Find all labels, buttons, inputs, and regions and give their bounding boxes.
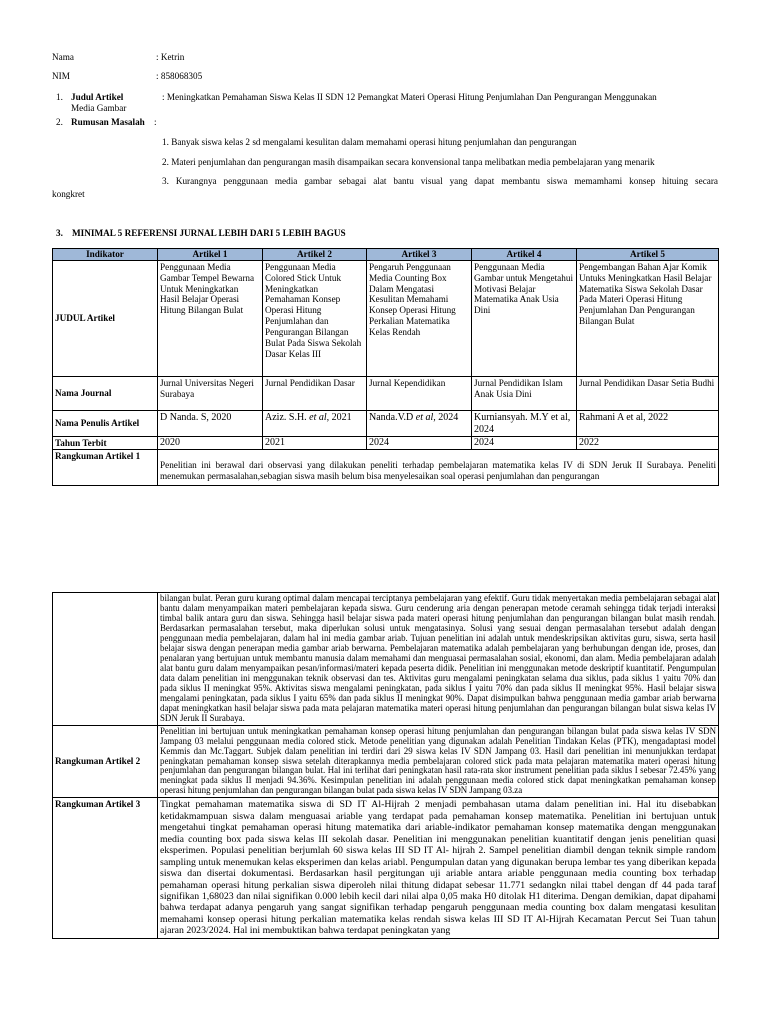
cell-judul-4: Penggunaan Media Gambar untuk Mengetahui Motivasi Belajar Matematika Anak Usia Dini <box>472 260 577 376</box>
judul-artikel-continuation: Media Gambar <box>71 103 127 113</box>
table-row-summary2 <box>53 725 719 798</box>
cell-summary2: Penelitian ini bertujuan untuk meningkatkan pemahaman konsep operasi hitung penjumlahan dan pengurangan bilangan bulat pada siswa kelas IV SDN Jampang 03 melalui penggunaan media colored stick. Metode penelitian yang digunakan adalah Penelitian Tindakan Kelas (PTK), mengadaptasi model Kemmis dan Mc.Taggart. Subjek dalam penelitian ini terdiri dari 29 siswa kelas IV SDN Jampang 03. Hasil dari penelitian ini menunjukkan terdapat peningkatan pemahaman konsep siswa setelah diterapkannya media pembelajaran colored stick pada mata pelajaran matematika materi operasi hitung penjumlahan dan pengurangan bilangan bulat. Hal ini terlihat dari peningkatan hasil rata-rata skor instrument penelitian pada siklus I sebesar 72.45% yang meningkat pada siklus II menjadi 94.36%. Kesimpulan penelitian ini adalah penggunaan media colored stick dapat meningkatkan pemahaman konsep operasi hitung penjumlahan dan pengurangan bilangan bulat pada siswa kelas IV SDN Jampang 03.za <box>158 725 719 798</box>
cell-author-2 <box>263 410 367 437</box>
table-row-authors <box>53 410 719 437</box>
nama-value: : Ketrin <box>156 52 185 62</box>
cell-year-2: 2021 <box>263 437 367 450</box>
nim-label: NIM <box>52 71 70 81</box>
label-nama-journal: Nama Journal <box>53 376 158 410</box>
author-2-etal: et al, <box>309 411 330 423</box>
cell-year-1: 2020 <box>158 437 263 450</box>
cell-judul-5: Pengembangan Bahan Ajar Komik Untuks Meningkatkan Hasil Belajar Matematika Siswa Sekolah Dasar Pada Materi Operasi Hitung Penjumlahan Dan Pengurangan Bilangan Bulat <box>577 260 719 376</box>
author-2-name: Aziz. S.H. <box>265 411 310 423</box>
table-row-journal <box>53 376 719 410</box>
cell-journal-3: Jurnal Kependidikan <box>367 376 472 410</box>
cell-judul-3: Pengaruh Penggunaan Media Counting Box Dalam Mengatasi Kesulitan Memahami Konsep Operasi Hitung Perkalian Matematika Kelas Rendah <box>367 260 472 376</box>
header-artikel-5: Artikel 5 <box>577 249 719 261</box>
table-row-summary1-cont <box>53 593 719 726</box>
header-indikator: Indikator <box>53 249 158 261</box>
problem-3-continuation: kongkret <box>52 189 85 199</box>
cell-year-5: 2022 <box>577 437 719 450</box>
cell-judul-2: Penggunaan Media Colored Stick Untuk Meningkatkan Pemahaman Konsep Operasi Hitung Penjumlahan dan Pengurangan Bilangan Bulat Pada Siswa Sekolah Dasar Kelas III <box>263 260 367 376</box>
rumusan-masalah-label: Rumusan Masalah <box>71 117 145 127</box>
item1-number: 1. <box>56 92 63 102</box>
header-artikel-2: Artikel 2 <box>263 249 367 261</box>
nim-value: : 858068305 <box>156 71 203 81</box>
problem-2: 2. Materi penjumlahan dan pengurangan masih disampaikan secara konvensional tanpa melibatkan media pembelajaran yang menarik <box>162 157 655 167</box>
header-artikel-1: Artikel 1 <box>158 249 263 261</box>
judul-artikel-value: : Meningkatkan Pemahaman Siswa Kelas II SDN 12 Pemangkat Materi Operasi Hitung Penjumlahan Dan Pengurangan Menggunakan <box>162 92 657 102</box>
cell-summary1-page1: Penelitian ini berawal dari observasi yang dilakukan peneliti terhadap pembelajaran matematika kelas IV di SDN Jeruk II Surabaya. Peneliti menemukan permasalahan,sebagian siswa masih belum bisa menyelesaikan soal operasi penjumlahan dan pengurangan <box>158 450 719 486</box>
table-row-summary3 <box>53 798 719 938</box>
cell-year-4: 2024 <box>472 437 577 450</box>
author-2-year: 2021 <box>329 411 352 423</box>
label-rangkuman-1-cont <box>53 593 158 726</box>
author-3-year: 2024 <box>435 411 459 423</box>
reference-table-part2 <box>52 592 719 939</box>
cell-summary1-page2: bilangan bulat. Peran guru kurang optimal dalam mencapai terciptanya pembelajaran yang efektif. Guru tidak menyertakan media pembelajaran sebagai alat bantu dalam menyampaikan materi pembelajaran kepada siswa. Guru cenderung aria dengan penerapan metode ceramah sehingga tidak terjadi interaksi timbal balik antara guru dan siswa. Sehingga hasil belajar siswa pada materi operasi hitung penjumlahan dan pengurangan bilangan bulat masih rendah. Berdasarkan permasalahan tersebut, maka diperlukan solusi untuk mengatasinya. Solusi yang sesuai dengan permasalahan tersebut adalah dengan penggunaan media pembelajaran, dalam hal ini media gambar ariab. Tujuan penelitian ini adalah untuk mendeskripsikan aktivitas guru, siswa, serta hasil belajar siswa dengan penerapan media gambar ariab berwarna. Pembelajaran matematika adalah pembelajaran yang berhubungan dengan ide, proses, dan penalaran yang bertujuan untuk membantu manusia dalam memahami dan menguasai permasalahan sosial, ekonomi, dan alam. Media pembelajaran adalah alat bantu guru dalam menyampaikan pesan/informasi/materi kepada peserta didik. Penelitian ini menggunakan metode deskriptif kuantitatif. Pengumpulan data dalam penelitian ini menggunakan teknik observasi dan tes. Aktivitas guru mengalami peningkatan selama dua siklus, pada siklus 1 yaitu 70% dan pada siklus II meningkat 95%. Aktivitas siswa mengalami peningkatan, pada siklus I yaitu 70% dan pada siklus II meningkat 95%. Hasil belajar siswa mengalami peningkatan, pada siklus I yaitu 65% dan pada siklus II meningkat 90%. Dapat disimpulkan bahwa penggunaan media gambar ariab berwarna dapat meningkatkan hasil belajar siswa pada mata pelajaran matematika materi operasi hitung penjumlahan dan pengurangan bilangan bulat siswa kelas IV SDN Jeruk II Surabaya. <box>158 593 719 726</box>
document-page-2 <box>0 592 768 1024</box>
label-rangkuman-3: Rangkuman Artikel 3 <box>53 798 158 938</box>
item2-number: 2. <box>56 117 63 127</box>
section3-number: 3. <box>56 228 63 238</box>
cell-author-5: Rahmani A et al, 2022 <box>577 410 719 437</box>
table-header-row <box>53 249 719 261</box>
header-artikel-4: Artikel 4 <box>472 249 577 261</box>
label-rangkuman-2: Rangkuman Artikel 2 <box>53 725 158 798</box>
cell-author-4: Kurniansyah. M.Y et al, 2024 <box>472 410 577 437</box>
problem-1: 1. Banyak siswa kelas 2 sd mengalami kesulitan dalam memahami operasi hitung penjumlahan dan pengurangan <box>162 137 577 147</box>
author-3-name: Nanda.V.D <box>369 411 416 423</box>
cell-judul-1: Penggunaan Media Gambar Tempel Bewarna Untuk Meningkatkan Hasil Belajar Operasi Hitung Bilangan Bulat <box>158 260 263 376</box>
cell-journal-2: Jurnal Pendidikan Dasar <box>263 376 367 410</box>
cell-journal-1: Jurnal Universitas Negeri Surabaya <box>158 376 263 410</box>
cell-journal-5: Jurnal Pendidikan Dasar Setia Budhi <box>577 376 719 410</box>
label-judul-artikel: JUDUL Artikel <box>53 260 158 376</box>
table-row-judul <box>53 260 719 376</box>
label-nama-penulis: Nama Penulis Artikel <box>53 410 158 437</box>
problem-3: 3. Kurangnya penggunaan media gambar sebagai alat bantu visual yang dapat membantu siswa memamhami konsep hituing secara <box>162 176 718 186</box>
cell-author-1: D Nanda. S, 2020 <box>158 410 263 437</box>
cell-year-3: 2024 <box>367 437 472 450</box>
section3-title: MINIMAL 5 REFERENSI JURNAL LEBIH DARI 5 LEBIH BAGUS <box>72 228 346 238</box>
cell-journal-4: Jurnal Pendidikan Islam Anak Usia Dini <box>472 376 577 410</box>
cell-author-3 <box>367 410 472 437</box>
judul-artikel-label: Judul Artikel <box>71 92 124 102</box>
cell-summary3: Tingkat pemahaman matematika siswa di SD IT Al-Hijrah 2 menjadi pembahasan utama dalam penelitian ini. Hal itu disebabkan ketidakmampuan siswa dalam menguasai ariable yang terdapat pada pemahaman konsep matematika. Penelitian ini bertujuan untuk mengetahui tingkat pemahaman operasi hitung matematika dari ariable-indikator pemahaman konsep matematika dengan menggunakan media counting box pada siswa kelas III sekolah dasar. Penelitian ini menggunakan penelitian kuantitatif dengan jenis penelitian quasi eksperimen. Populasi penelitian berjumlah 60 siswa kelas III SD IT Al- hijrah 2. Sampel penelitian diambil dengan teknik simple random sampling untuk menemukan kelas eksperimen dan kelas ariabl. Pengumpulan datan yang digunakan berupa lembar tes yang diberikan kepada siswa dan disertai dokumentasi. Berdasarkan hasil pergitungan uji ariable antara ariable penggunaan media counting box terhadap pemahaman operasi hitung perkalian siswa diperoleh nilai thitung didapat sebesar 11.771 sedangkn nilai ttabel dengan df 44 pada taraf signifikan 1,68023 dan nilai signifikan 0.000 lebih kecil dari nilai alpa 0,05 maka H0 ditolak H1 diterima. Dengan demikian, dapat dipahami bahwa terdapat adanya pengaruh yang sangat signifikan terhadap pengaruh penggunaan media counting box dalam mengatasi kesulitan memahami konsep operasi hitung perkalian matematika kelas rendah siswa kelas III SD IT Al-Hijrah Kecamatan Percut Sei Tuan tahun ajaran 2023/2024. Hal ini membuktikan bahwa terdapat peningkatan yang <box>158 798 719 938</box>
table-row-summary1-start <box>53 450 719 486</box>
label-rangkuman-1: Rangkuman Artikel 1 <box>53 450 158 486</box>
author-3-etal: et al, <box>415 411 436 423</box>
label-tahun-terbit: Tahun Terbit <box>53 437 158 450</box>
table-row-year <box>53 437 719 450</box>
reference-table-part1 <box>52 248 719 486</box>
header-artikel-3: Artikel 3 <box>367 249 472 261</box>
nama-label: Nama <box>52 52 74 62</box>
rumusan-masalah-colon: : <box>154 117 157 127</box>
